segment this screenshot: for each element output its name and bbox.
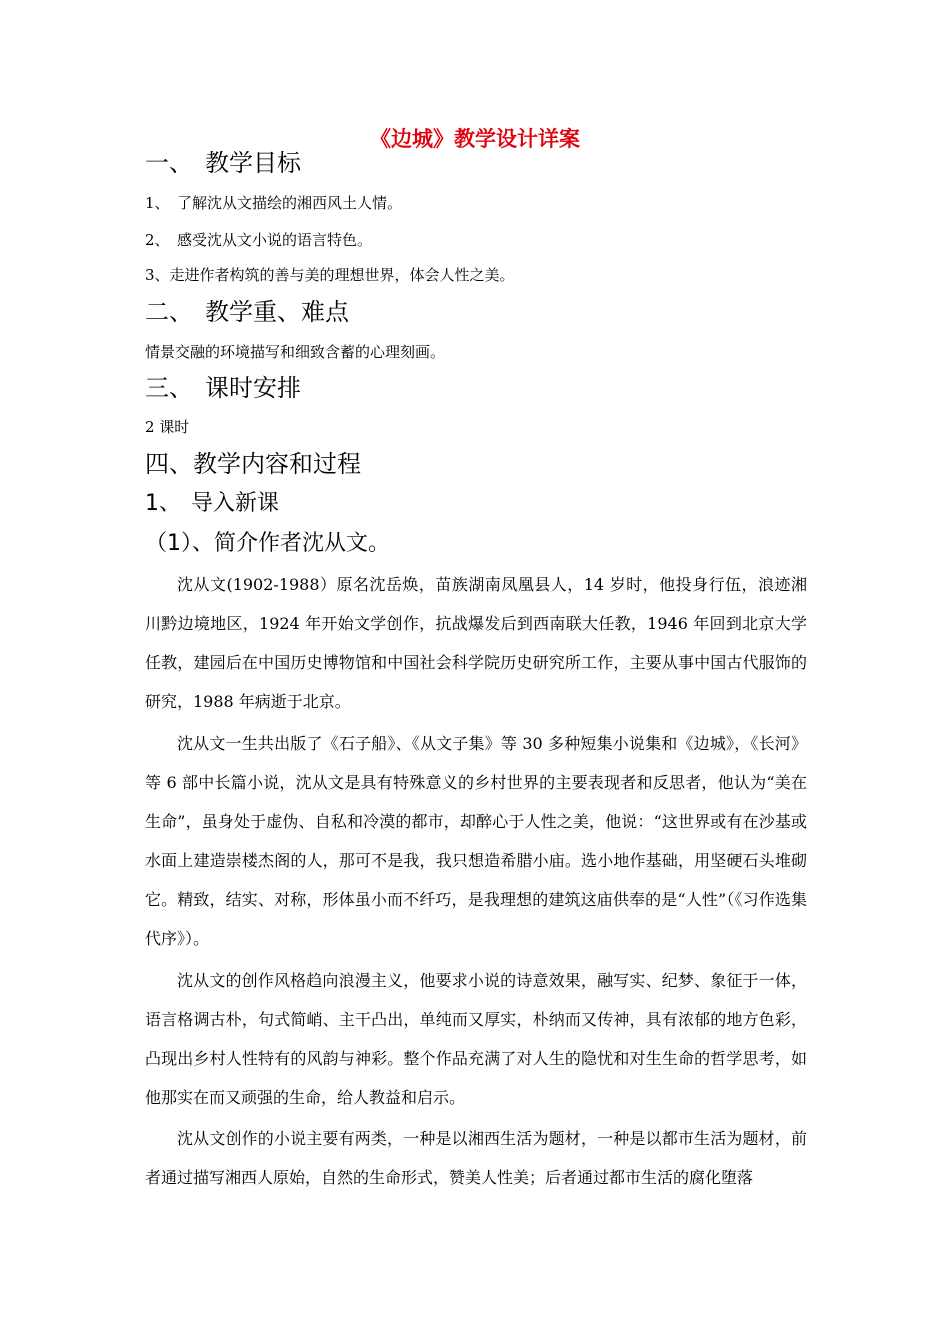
step-heading-intro <box>145 488 279 520</box>
section-heading-schedule <box>145 371 301 405</box>
step-title: 导入新课 <box>191 491 280 516</box>
section-heading-content: 四、教学内容和过程 <box>145 450 361 478</box>
section-number: 二、 <box>145 298 193 326</box>
step-number: 1、 <box>145 491 181 516</box>
goal-text: 3、走进作者构筑的善与美的理想世界，体会人性之美。 <box>145 266 515 284</box>
paragraph-style: 沈从文的创作风格趋向浪漫主义，他要求小说的诗意效果，融写实、纪梦、象征于一体，语言格调古朴，句式简峭、主干凸出，单纯而又厚实，朴纳而又传神，具有浓郁的地方色彩，凸现出乡村人性特有的风韵与神彩。整个作品充满了对人生的隐忧和对生生命的哲学思考，如他那实在而又顽强的生命，给人教益和启示。 <box>145 971 807 1107</box>
sub-heading-author: （1）、简介作者沈从文。 <box>145 531 390 556</box>
section-number: 三、 <box>145 374 193 402</box>
goal-number: 1、 <box>145 194 170 212</box>
goal-number: 2、 <box>145 231 170 249</box>
goal-item-1 <box>145 192 402 214</box>
section-title: 教学重、难点 <box>205 298 349 326</box>
section-number: 一、 <box>145 149 193 177</box>
section-title: 课时安排 <box>205 374 301 402</box>
paragraph-works: 沈从文一生共出版了《石子船》、《从文子集》等 30 多种短集小说集和《边城》，《长河》等 6 部中长篇小说，沈从文是具有特殊意义的乡村世界的主要表现者和反思者，他认为“美在生命”，虽身处于虚伪、自私和冷漠的都市，却醉心于人性之美，他说：“这世界或有在沙基或水面上建造崇楼杰阁的人，那可不是我，我只想造希腊小庙。选小地作基础，用坚硬石头堆砌它。精致，结实、对称，形体虽小而不纤巧，是我理想的建筑这庙供奉的是“人性”（《习作选集代序》）。 <box>145 734 807 948</box>
section-heading-difficulty <box>145 295 349 329</box>
paragraph-biography: 沈从文(1902-1988）原名沈岳焕，苗族湖南凤凰县人，14 岁时，他投身行伍，浪迹湘川黔边境地区，1924 年开始文学创作，抗战爆发后到西南联大任教，1946 年回到北京大学任教，建园后在中国历史博物馆和中国社会科学院历史研究所工作，主要从事中国古代服饰的研究，1988 年病逝于北京。 <box>145 575 807 711</box>
goal-item-2 <box>145 229 372 251</box>
section-title: 教学目标 <box>205 149 301 177</box>
goal-text: 了解沈从文描绘的湘西风土人情。 <box>177 194 403 212</box>
paragraph-themes: 沈从文创作的小说主要有两类，一种是以湘西生活为题材，一种是以都市生活为题材，前者通过描写湘西人原始，自然的生命形式，赞美人性美；后者通过都市生活的腐化堕落 <box>145 1129 807 1187</box>
goal-text: 感受沈从文小说的语言特色。 <box>177 231 373 249</box>
difficulty-text: 情景交融的环境描写和细致含蓄的心理刻画。 <box>145 343 446 361</box>
goal-item-3 <box>145 264 515 286</box>
document-title: 《边城》教学设计详案 <box>370 126 580 151</box>
section-heading-goals <box>145 146 301 180</box>
schedule-text: 2 课时 <box>145 418 190 436</box>
